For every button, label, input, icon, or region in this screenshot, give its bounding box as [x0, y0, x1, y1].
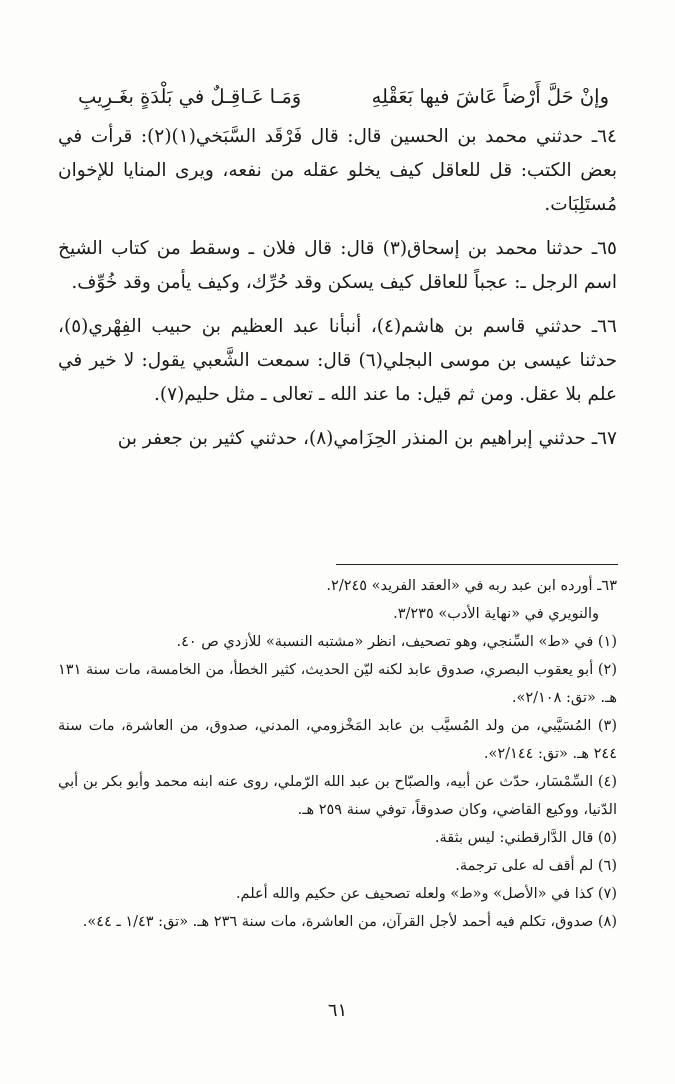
footnote: (٥) قال الدَّارقطني: ليس بثقة. [434, 830, 617, 846]
footnote: والنويري في «نهاية الأدب» ٣/٢٣٥. [393, 606, 599, 622]
main-text [58, 80, 617, 466]
entry-text: ٦٥ـ حدثنا محمد بن إسحاق(٣) قال: قال فلان ـ وسقط من كتاب الشيخ اسم الرجل ـ: عجباً للعاقل كيف يسكن وقد حُرِّك، وكيف يأمن وقد خُوِّف. [58, 238, 617, 293]
poem-verse [78, 80, 609, 114]
entry-text: ٦٤ـ حدثني محمد بن الحسين قال: قال فَرْقَد السَّبَخي(١)(٢): قرأت في بعض الكتب: قل للعاقل كيف يخلو عقله من نفعه، ويرى المنايا للإخوان مُستَلِبَات. [58, 126, 617, 215]
verse-second-hemistich: وَمَـا عَـاقِـلٌ في بَلْدَةٍ بغَـرِيبِ [78, 85, 302, 108]
footnote-separator [336, 564, 618, 565]
entry-66 [58, 310, 617, 412]
footnote: (٣) المُسَيَّبي، من ولد المُسيَّب بن عابد المَخْزومي، المدني، صدوق، من العاشرة، مات سنة ٢٤٤ هـ. «تق: ٢/١٤٤». [58, 718, 617, 762]
verse-first-hemistich: وإنْ حَلَّ أَرْضاً عَاشَ فيها بَعَقْلِهِ [371, 85, 609, 108]
footnote: ٦٣ـ أورده ابن عبد ربه في «العقد الفريد» ٢/٢٤٥. [326, 578, 617, 594]
footnote: (٤) السِّمْسَار، حدّث عن أبيه، والصبّاح بن عبد الله الرّملي، روى عنه ابنه محمد وأبو بكر بن أبي الدّنيا، ووكيع القاضي، وكان صدوقاً، توفي سنة ٢٥٩ هـ. [58, 774, 617, 818]
entry-text: ٦٧ـ حدثني إبراهيم بن المنذر الحِزَامي(٨)، حدثني كثير بن جعفر بن [117, 428, 617, 449]
footnote: (٦) لم أقف له على ترجمة. [455, 858, 617, 874]
entry-65 [58, 232, 617, 300]
entry-text: ٦٦ـ حدثني قاسم بن هاشم(٤)، أنبأنا عبد العظيم بن حبيب الفِهْري(٥)، حدثنا عيسى بن موسى البجلي(٦) قال: سمعت الشَّعبي يقول: لا خير في علم بلا عقل. ومن ثم قيل: ما عند الله ـ تعالى ـ مثل حليم(٧). [58, 316, 618, 405]
page-number: ٦١ [327, 1000, 348, 1021]
entry-67 [58, 422, 617, 456]
footnote: (١) في «ط» السِّنجي، وهو تصحيف، انظر «مشتبه النسبة» للأزدي ص ٤٠. [176, 634, 617, 650]
footnote: (٨) صدوق، تكلم فيه أحمد لأجل القرآن، من العاشرة، مات سنة ٢٣٦ هـ. «تق: ١/٤٣ ـ ٤٤». [82, 914, 617, 930]
footnote: (٢) أبو يعقوب البصري، صدوق عابد لكنه ليّن الحديث، كثير الخطأ، من الخامسة، مات سنة ١٣١ هـ. «تق: ٢/١٠٨». [58, 662, 617, 706]
footnote: (٧) كذا في «الأصل» و«ط» ولعله تصحيف عن حكيم والله أعلم. [235, 886, 617, 902]
footnotes [58, 572, 617, 936]
entry-64 [58, 120, 617, 222]
